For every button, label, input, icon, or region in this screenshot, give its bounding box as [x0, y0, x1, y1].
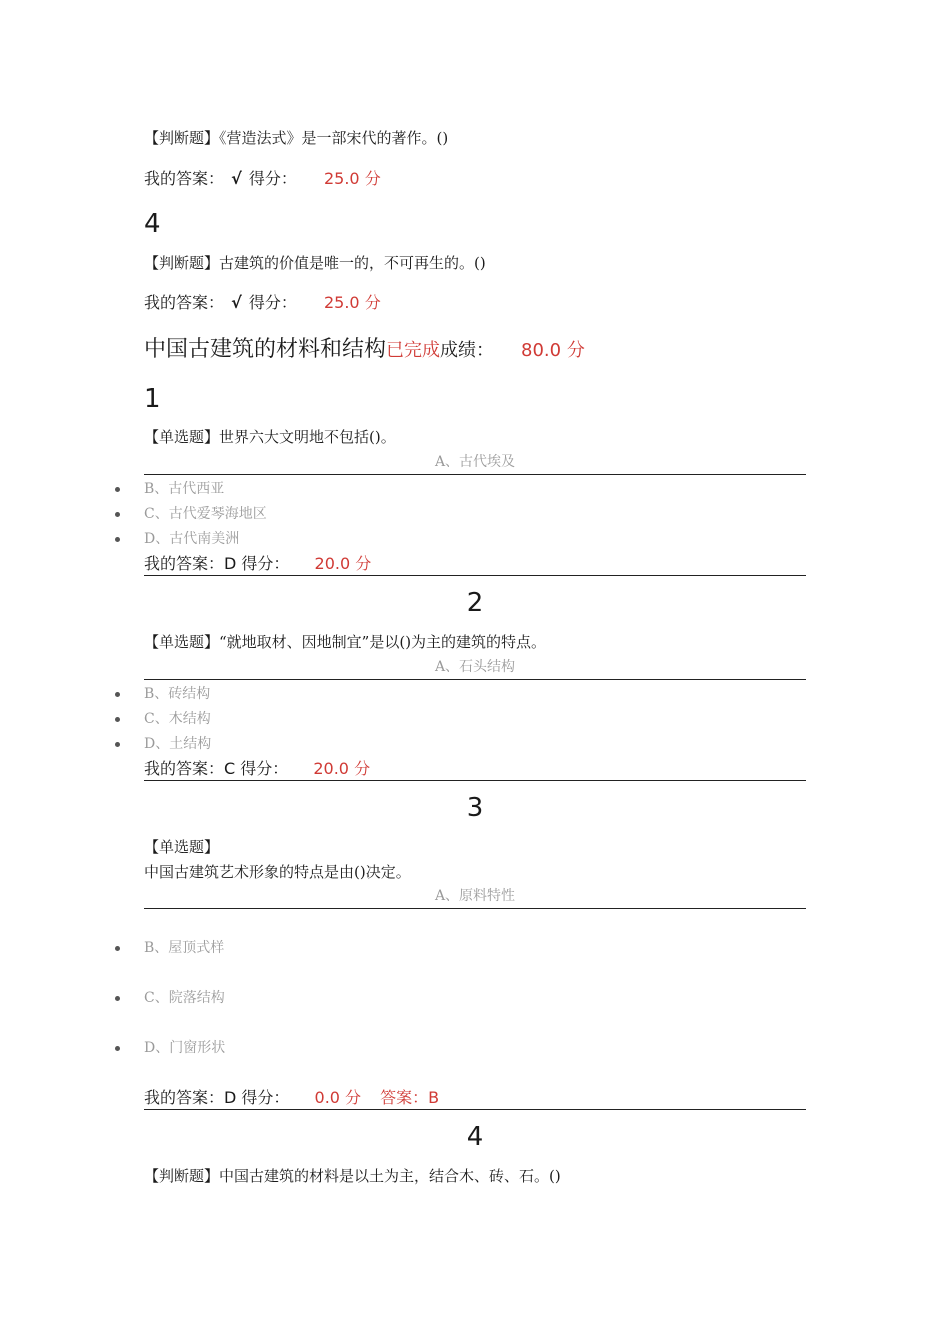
score-value: 20.0 分	[314, 554, 372, 573]
section-title	[144, 336, 585, 365]
option-c[interactable]: C、古代爱琴海地区	[144, 506, 267, 522]
answer-label: 我的答案：D 得分：	[144, 554, 290, 573]
bullet-icon	[115, 1046, 120, 1051]
check-mark-icon: √	[231, 293, 242, 312]
bullet-icon	[115, 512, 120, 517]
option-c[interactable]: C、院落结构	[144, 990, 225, 1006]
bullet-icon	[115, 537, 120, 542]
section-grade: 80.0 分	[521, 340, 585, 361]
section-name: 中国古建筑的材料和结构	[144, 337, 387, 362]
bullet-icon	[115, 742, 120, 747]
divider	[144, 679, 806, 680]
option-a[interactable]: A、古代埃及	[434, 454, 516, 470]
divider	[144, 474, 806, 475]
option-a[interactable]: A、石头结构	[434, 659, 516, 675]
bullet-icon	[115, 717, 120, 722]
question-number: 4	[466, 1122, 484, 1152]
answer-label: 我的答案：	[144, 169, 225, 188]
bullet-icon	[115, 946, 120, 951]
answer-label: 我的答案：C 得分：	[144, 759, 289, 778]
divider	[144, 1109, 806, 1110]
option-d[interactable]: D、古代南美洲	[144, 531, 240, 547]
option-b[interactable]: B、屋顶式样	[144, 940, 225, 956]
score-value: 0.0 分	[314, 1088, 362, 1107]
option-d[interactable]: D、土结构	[144, 736, 212, 752]
option-c[interactable]: C、木结构	[144, 711, 211, 727]
question-text: 【判断题】《营造法式》是一部宋代的著作。()	[144, 129, 449, 147]
bullet-icon	[115, 692, 120, 697]
question-text: 中国古建筑艺术形象的特点是由()决定。	[144, 863, 411, 881]
answer-row	[144, 293, 381, 313]
bullet-icon	[115, 487, 120, 492]
answer-row	[144, 1088, 439, 1108]
score-value: 20.0 分	[313, 759, 371, 778]
option-a[interactable]: A、原料特性	[434, 888, 516, 904]
divider	[144, 575, 806, 576]
bullet-icon	[115, 996, 120, 1001]
score-value: 25.0 分	[323, 169, 381, 188]
answer-label: 我的答案：D 得分：	[144, 1088, 290, 1107]
answer-label: 我的答案：	[144, 293, 225, 312]
question-number: 2	[466, 588, 484, 618]
question-number: 4	[144, 209, 161, 239]
question-text: 【单选题】“就地取材、因地制宜”是以()为主的建筑的特点。	[144, 633, 547, 651]
answer-row	[144, 169, 381, 189]
check-mark-icon: √	[231, 169, 242, 188]
question-number: 3	[466, 793, 484, 823]
answer-row	[144, 554, 371, 574]
option-b[interactable]: B、古代西亚	[144, 481, 225, 497]
score-label: 得分：	[248, 169, 297, 188]
score-value: 25.0 分	[323, 293, 381, 312]
question-text: 【单选题】世界六大文明地不包括()。	[144, 428, 396, 446]
question-text: 【判断题】中国古建筑的材料是以土为主，结合木、砖、石。()	[144, 1167, 561, 1185]
question-number: 1	[144, 384, 161, 414]
score-label: 得分：	[248, 293, 297, 312]
divider	[144, 780, 806, 781]
answer-row	[144, 759, 370, 779]
question-text: 【判断题】古建筑的价值是唯一的，不可再生的。()	[144, 254, 486, 272]
option-d[interactable]: D、门窗形状	[144, 1040, 226, 1056]
correct-answer: 答案：B	[380, 1088, 440, 1107]
option-b[interactable]: B、砖结构	[144, 686, 211, 702]
divider	[144, 908, 806, 909]
grade-label: 成绩：	[440, 340, 495, 361]
question-type: 【单选题】	[144, 838, 220, 856]
section-status: 已完成	[386, 340, 441, 361]
